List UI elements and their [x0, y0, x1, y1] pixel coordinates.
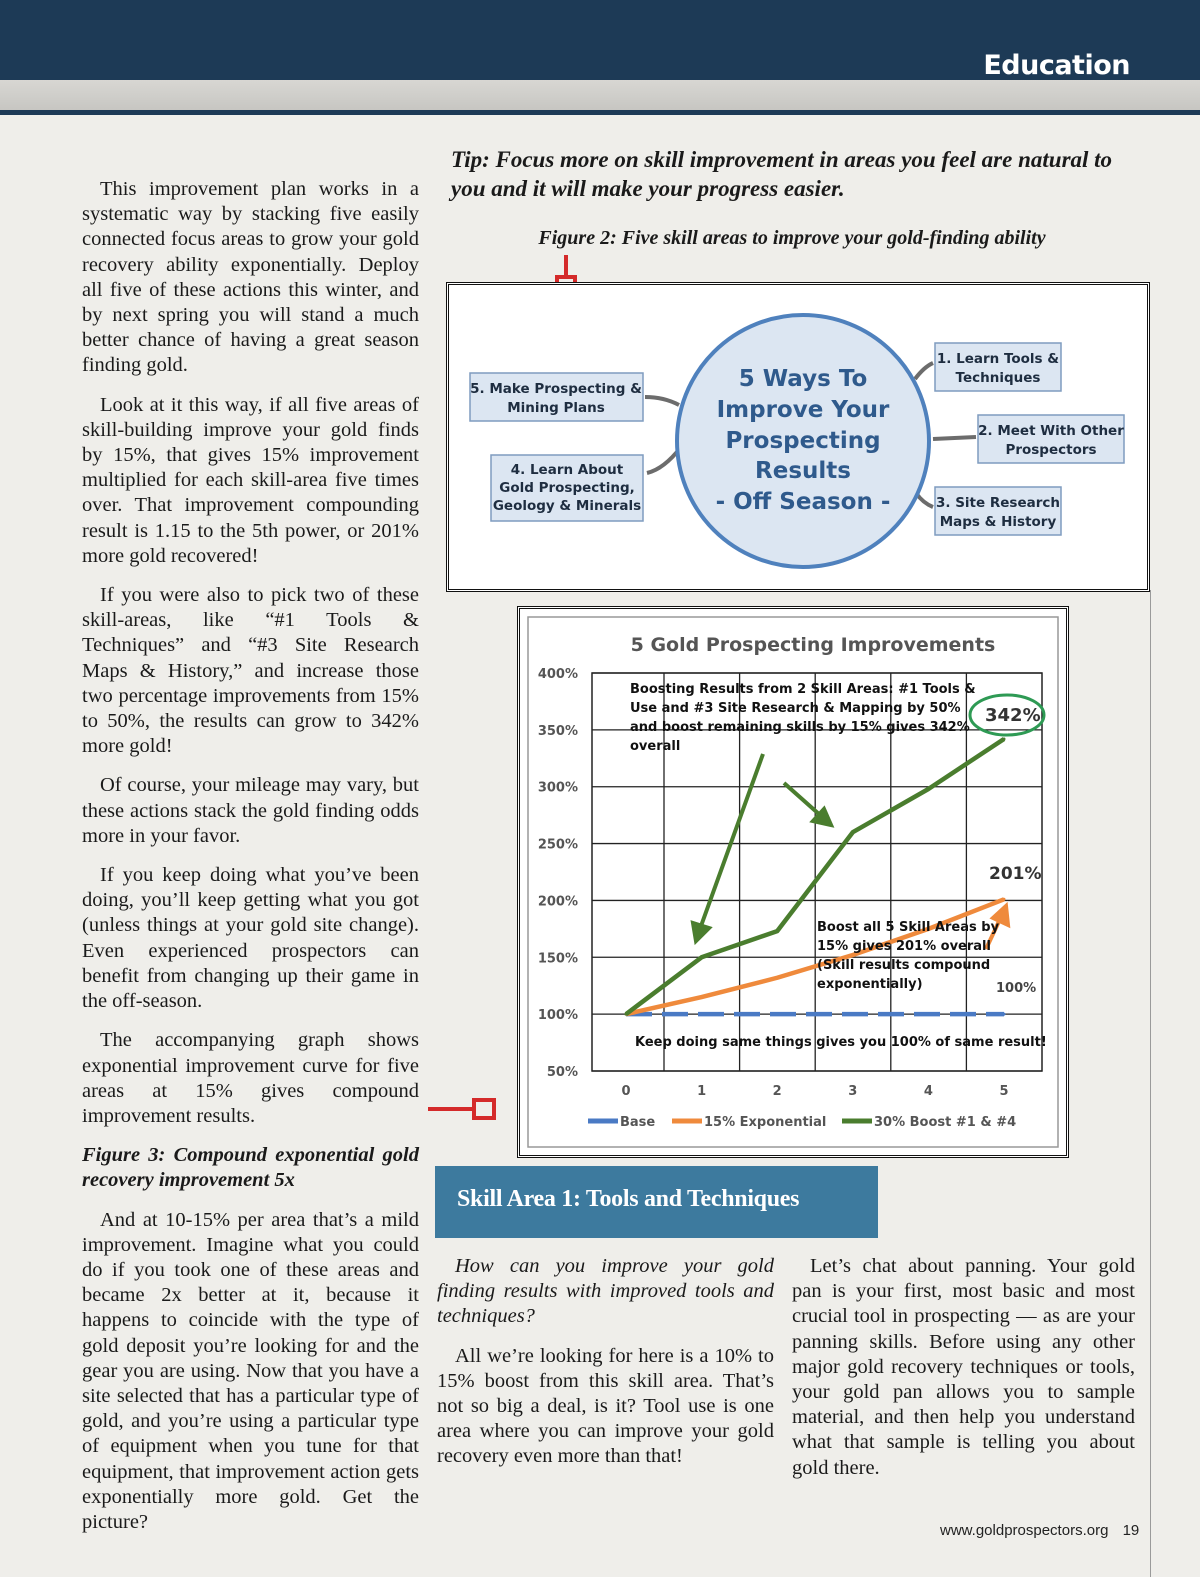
figure3-caption: Figure 3: Compound exponential gold recovery improvement 5x [82, 1144, 419, 1192]
skill-intro: How can you improve your gold finding results with improved tools and techniques? [437, 1255, 774, 1328]
data-point [927, 787, 930, 790]
data-point [851, 1013, 854, 1016]
box4-line-3: Geology & Minerals [492, 498, 642, 514]
data-point [1003, 898, 1006, 901]
mid-note-line-4: exponentially) [817, 977, 923, 992]
box5-line-2: Mining Plans [507, 400, 605, 416]
chart-title: 5 Gold Prospecting Improvements [630, 634, 996, 656]
top-note-line-4: overall [630, 739, 681, 754]
y-tick-label: 250% [537, 837, 578, 853]
box4-line-2: Gold Prospecting, [499, 480, 635, 496]
y-tick-label: 100% [537, 1008, 578, 1024]
x-tick-label: 1 [697, 1084, 707, 1099]
chart-legend [588, 1115, 1016, 1130]
header-rule [0, 110, 1200, 115]
section-title: Education [983, 50, 1130, 81]
header-stripe [0, 80, 1200, 110]
y-tick-label: 50% [546, 1065, 578, 1080]
y-tick-label: 300% [537, 780, 578, 796]
box1-line-1: 1. Learn Tools & [936, 351, 1060, 367]
box5-line-1: 5. Make Prospecting & [470, 381, 642, 397]
center-line-4: Results [755, 458, 851, 484]
middle-column [437, 1254, 774, 1484]
x-tick-label: 0 [621, 1084, 631, 1099]
connector-box5 [645, 397, 679, 405]
y-tick-label: 400% [537, 667, 578, 682]
left-column [82, 177, 419, 1549]
y-tick-label: 350% [537, 723, 578, 739]
legend-label: 30% Boost #1 & #4 [874, 1115, 1017, 1130]
connector-box1 [915, 363, 933, 379]
x-tick-label: 3 [848, 1084, 858, 1099]
top-note-line-1: Boosting Results from 2 Skill Areas: #1 Tools & [630, 682, 976, 697]
paragraph: Of course, your mileage may vary, but these actions stack the gold finding odds more in your favor. [82, 774, 419, 847]
legend-label: Base [620, 1115, 656, 1130]
mid-note-line-1: Boost all 5 Skill Areas by [817, 920, 1000, 935]
right-column [792, 1254, 1135, 1495]
x-tick-label: 2 [772, 1084, 782, 1099]
center-line-2: Improve Your [716, 397, 890, 423]
paragraph: All we’re looking for here is a 10% to 15% boost from this skill area. That’s not so big a deal, is it? Tool use is one area where you can improve your gold recovery even more than that! [437, 1344, 774, 1468]
paragraph: Let’s chat about panning. Your gold pan is your first, most basic and most crucial tool in prospecting — as are your panning skills. Before using any other major gold recovery techniques or tools, your gold pan allows you to sample material, and then help you understand what that sample is telling you about gold there. [792, 1255, 1135, 1479]
mid-note-line-2: 15% gives 201% overall [817, 939, 991, 954]
data-point [851, 831, 854, 834]
legend-label: 15% Exponential [704, 1115, 827, 1130]
paragraph: Look at it this way, if all five areas of skill-building improve your gold finds by 15%, that gives 15% improvement multiplied for each skill-area five times over. That improvement compounding result is 1.15 to the 5th power, or 201% more gold recovered! [82, 393, 419, 567]
page-number: 19 [1122, 1522, 1140, 1539]
diagram-svg [449, 285, 1147, 589]
data-point [625, 1013, 628, 1016]
footer-url[interactable]: www.goldprospectors.org [940, 1522, 1109, 1539]
mid-note-line-3: (Skill results compound [817, 958, 991, 973]
data-point [1003, 737, 1006, 740]
box3-line-2: Maps & History [939, 514, 1057, 530]
connector-box2 [933, 437, 976, 439]
top-note-line-2: Use and #3 Site Research & Mapping by 50% [630, 701, 961, 716]
data-point [700, 956, 703, 959]
data-point [1003, 1013, 1006, 1016]
data-point [776, 1013, 779, 1016]
center-line-5: - Off Season - [715, 489, 891, 515]
top-note-line-3: and boost remaining skills by 15% gives 342% [630, 720, 970, 735]
tip-text: Tip: Focus more on skill improvement in areas you feel are natural to you and it will make your progress easier. [451, 147, 1113, 201]
paragraph: The accompanying graph shows exponential improvement curve for five areas at 15% gives compound improvement results. [82, 1029, 419, 1127]
page-footer [940, 1522, 1139, 1539]
center-line-1: 5 Ways To [738, 366, 868, 392]
data-point [700, 1013, 703, 1016]
figure3-marker-icon [428, 1097, 500, 1123]
label-201: 201% [989, 864, 1042, 884]
data-point [927, 1013, 930, 1016]
center-line-3: Prospecting [725, 428, 881, 454]
paragraph: If you were also to pick two of these skill-areas, like “#1 Tools & Techniques” and “#3 Site Research Maps & History,” and increase those two percentage improvements from 15% to 50%, the results can grow to 342% more gold! [82, 584, 419, 758]
improvement-chart [517, 606, 1069, 1158]
label-342: 342% [985, 705, 1041, 726]
figure2-caption: Figure 2: Five skill areas to improve your gold-finding ability [538, 227, 1046, 249]
paragraph: And at 10-15% per area that’s a mild improvement. Imagine what you could do if you took one of these areas and became 2x better at it, because it happens to coincide with the type of gold deposit you’re looking for and the gear you are using. Now that you have a site selected that has a particular type of gold, and you’re using a particular type of equipment when you tune for that equipment, that improvement action gets exponentially more gold. Get the picture? [82, 1208, 419, 1533]
box3-line-1: 3. Site Research [935, 495, 1061, 511]
box4-line-1: 4. Learn About [510, 462, 624, 478]
skill-areas-diagram [446, 282, 1150, 592]
paragraph: This improvement plan works in a systematic way by stacking five easily connected focus areas to grow your gold recovery ability exponentially. Deploy all five of these actions this winter, and by next spring you will stand a much better chance of having a great season finding gold. [82, 178, 419, 377]
box1-line-2: Techniques [955, 370, 1041, 386]
y-tick-label: 200% [537, 894, 578, 910]
y-tick-label: 150% [537, 951, 578, 967]
paragraph: If you keep doing what you’ve been doing, you’ll keep getting what you got (unless things at your gold site change). Even experienced prospectors can benefit from changing up their game in the off-season. [82, 864, 419, 1013]
data-point [700, 996, 703, 999]
chart-svg [520, 609, 1066, 1155]
data-point [776, 930, 779, 933]
box2-line-1: 2. Meet With Other [978, 423, 1124, 439]
label-100: 100% [996, 981, 1037, 996]
data-point [776, 976, 779, 979]
box2-line-2: Prospectors [1005, 442, 1097, 458]
column-rule [1150, 590, 1151, 1577]
x-tick-label: 5 [999, 1084, 1009, 1099]
x-tick-label: 4 [923, 1084, 933, 1099]
bottom-note: Keep doing same things gives you 100% of same result! [635, 1035, 1047, 1050]
skill-area-banner: Skill Area 1: Tools and Techniques [435, 1166, 878, 1238]
